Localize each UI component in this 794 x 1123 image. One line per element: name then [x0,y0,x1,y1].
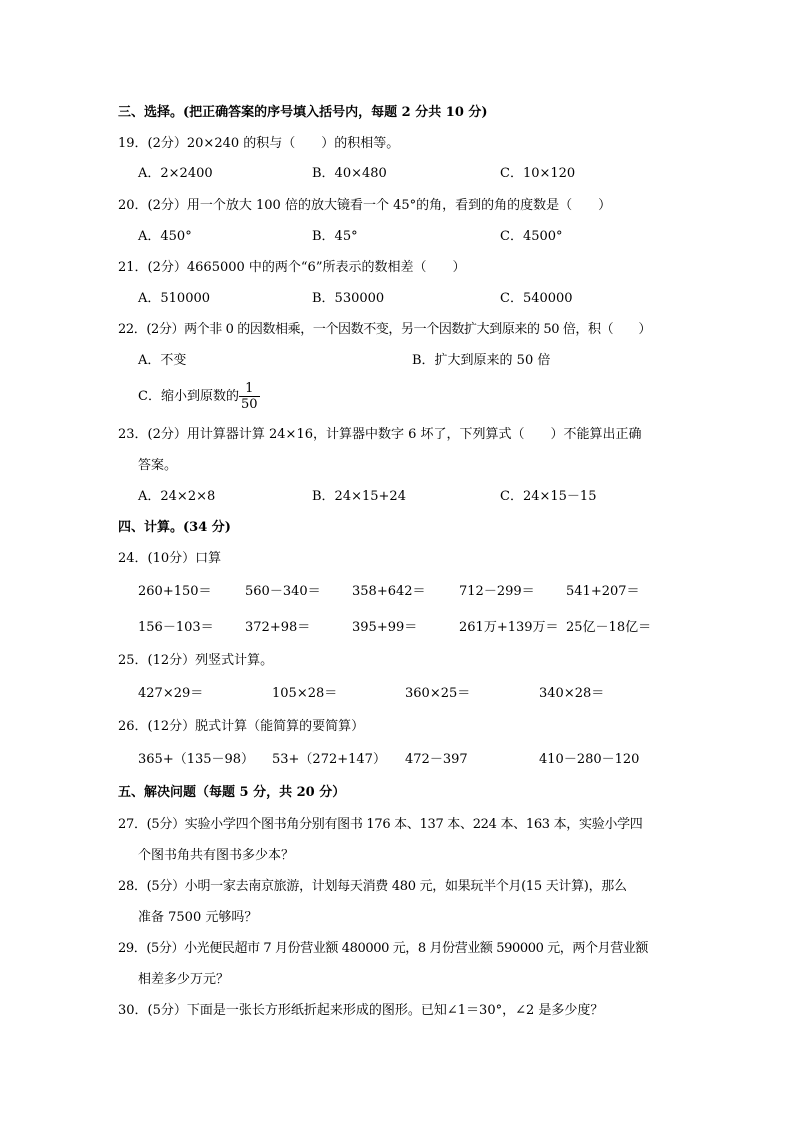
q24-item: 560－340＝ [245,584,321,599]
q24-item: 712－299＝ [459,584,535,599]
q21-option-c: C．540000 [500,291,573,306]
q20-option-a: A．450° [138,229,192,244]
question-23-cont: 答案。 [138,458,178,473]
question-28: 28．(5分）小明一家去南京旅游，计划每天消费 480 元，如果玩半个月(15 天计算)，那么 [118,879,627,894]
question-23: 23．(2分）用计算器计算 24×16，计算器中数字 6 坏了，下列算式（ ）不能算出正确 [118,427,642,442]
q24-item: 358+642＝ [352,584,426,599]
question-30: 30．(5分）下面是一张长方形纸折起来形成的图形。已知∠1＝30°，∠2 是多少度？ [118,1003,604,1018]
q24-item: 260+150＝ [138,584,212,599]
q19-option-c: C．10×120 [500,166,576,181]
question-21: 21．(2分）4665000 中的两个“6”所表示的数相差（ ） [118,260,466,275]
question-20: 20．(2分）用一个放大 100 倍的放大镜看一个 45°的角，看到的角的度数是（ ） [118,198,612,213]
q23-option-c: C．24×15－15 [500,489,597,504]
q21-option-a: A．510000 [138,291,211,306]
q19-option-b: B．40×480 [312,166,387,181]
q24-item: 372+98＝ [245,620,311,635]
q23-option-a: A．24×2×8 [138,489,216,504]
fraction-one-fiftieth [239,381,260,412]
q22-option-c-label: C．缩小到原数的 [138,389,239,404]
question-19: 19．(2分）20×240 的积与（ ）的积相等。 [118,136,400,151]
q25-item: 105×28＝ [272,686,338,701]
q24-item: 541+207＝ [566,584,640,599]
q24-item: 261万+139万＝ [459,620,559,635]
question-28-cont: 准备 7500 元够吗？ [138,910,258,925]
q20-option-b: B．45° [312,229,358,244]
q24-item: 395+99＝ [352,620,418,635]
q22-option-c [138,380,260,414]
question-26: 26．(12分）脱式计算（能简算的要简算） [118,719,365,734]
q25-item: 340×28＝ [539,686,605,701]
q20-option-c: C．4500° [500,229,563,244]
fraction-denominator: 50 [240,397,258,412]
q26-item: 410－280－120 [539,752,640,767]
question-24: 24．(10分）口算 [118,551,222,566]
section-heading-choice: 三、选择。(把正确答案的序号填入括号内，每题 2 分共 10 分) [118,105,488,120]
question-29: 29．(5分）小光便民超市 7 月份营业额 480000 元，8 月份营业额 590000 元，两个月营业额 [118,941,649,956]
q21-option-b: B．530000 [312,291,385,306]
q24-item: 25亿－18亿＝ [566,620,652,635]
q22-option-a: A．不变 [138,353,187,368]
q26-item: 365+（135－98） [138,752,255,767]
q19-option-a: A．2×2400 [138,166,213,181]
question-27-cont: 个图书角共有图书多少本？ [138,848,295,863]
q25-item: 360×25＝ [405,686,471,701]
q26-item: 472－397 [405,752,468,767]
q24-item: 156－103＝ [138,620,214,635]
fraction-numerator: 1 [239,381,260,397]
section-heading-calc: 四、计算。(34 分) [118,520,231,535]
question-27: 27．(5分）实验小学四个图书角分别有图书 176 本、137 本、224 本、163 本，实验小学四 [118,817,643,832]
question-29-cont: 相差多少万元？ [138,972,230,987]
question-22: 22．(2分）两个非 0 的因数相乘，一个因数不变，另一个因数扩大到原来的 50 倍，积（ ） [118,322,652,337]
q25-item: 427×29＝ [138,686,204,701]
q22-option-b: B．扩大到原来的 50 倍 [412,353,551,368]
question-25: 25．(12分）列竖式计算。 [118,653,274,668]
section-heading-problems: 五、解决问题（每题 5 分，共 20 分） [118,785,346,800]
q26-item: 53+（272+147） [272,752,386,767]
q23-option-b: B．24×15+24 [312,489,406,504]
